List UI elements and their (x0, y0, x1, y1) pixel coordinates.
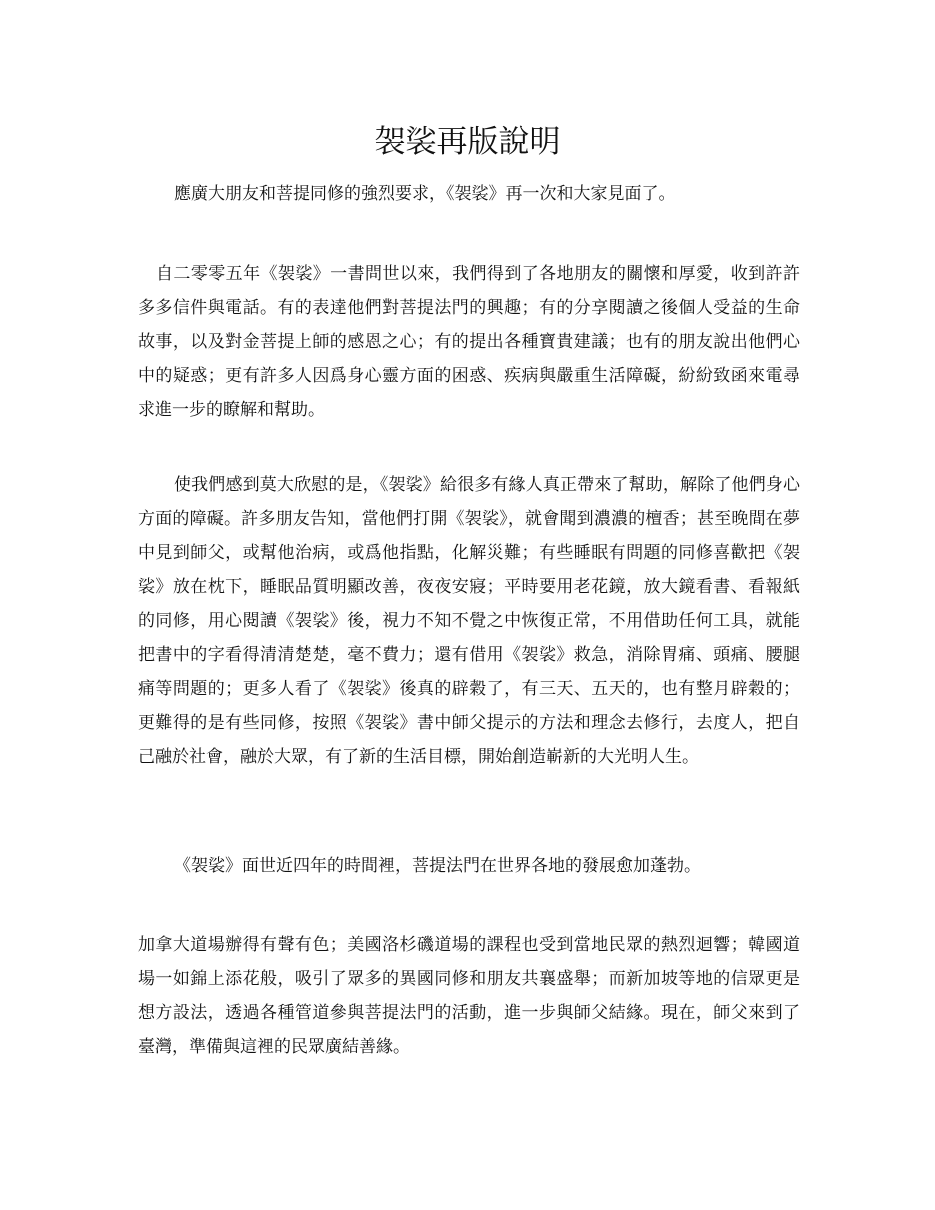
page-title: 袈裟再版說明 (374, 124, 561, 160)
paragraph-reader-feedback: 自二零零五年《袈裟》一書問世以來，我們得到了各地朋友的關懷和厚愛，收到許許多多信件與電話。有的表達他們對菩提法門的興趣；有的分享閱讀之後個人受益的生命故事，以及對金菩提上師的感恩之心；有的提出各種寶貴建議；也有的朋友說出他們心中的疑惑；更有許多人因爲身心靈方面的困惑、疾病與嚴重生活障礙，紛紛致函來電尋求進一步的瞭解和幫助。 (138, 264, 800, 420)
paragraph-global-centers: 加拿大道場辦得有聲有色；美國洛杉磯道場的課程也受到當地民眾的熱烈迴響；韓國道場一如錦上添花般，吸引了眾多的異國同修和朋友共襄盛舉；而新加坡等地的信眾更是想方設法，透過各種管道參與菩提法門的活動，進一步與師父結緣。現在，師父來到了臺灣，準備與這裡的民眾廣結善緣。 (138, 935, 800, 1057)
paragraph-development: 《袈裟》面世近四年的時間裡，菩提法門在世界各地的發展愈加蓬勃。 (174, 856, 701, 876)
paragraph-intro: 應廣大朋友和菩提同修的強烈要求，《袈裟》再一次和大家見面了。 (174, 184, 676, 204)
paragraph-testimonials: 使我們感到莫大欣慰的是，《袈裟》給很多有緣人真正帶來了幫助，解除了他們身心方面的障礙。許多朋友告知，當他們打開《袈裟》，就會聞到濃濃的檀香；甚至晚間在夢中見到師父，或幫他治病，或爲他指點，化解災難；有些睡眠有問題的同修喜歡把《袈裟》放在枕下，睡眠品質明顯改善，夜夜安寢；平時要用老花鏡，放大鏡看書、看報紙的同修，用心閱讀《袈裟》後，視力不知不覺之中恢復正常，不用借助任何工具，就能把書中的字看得清清楚楚，毫不費力；還有借用《袈裟》救急，消除胃痛、頭痛、腰腿痛等問題的；更多人看了《袈裟》後真的辟穀了，有三天、五天的，也有整月辟穀的；更難得的是有些同修，按照《袈裟》書中師父提示的方法和理念去修行，去度人，把自己融於社會，融於大眾，有了新的生活目標，開始創造嶄新的大光明人生。 (138, 475, 800, 767)
